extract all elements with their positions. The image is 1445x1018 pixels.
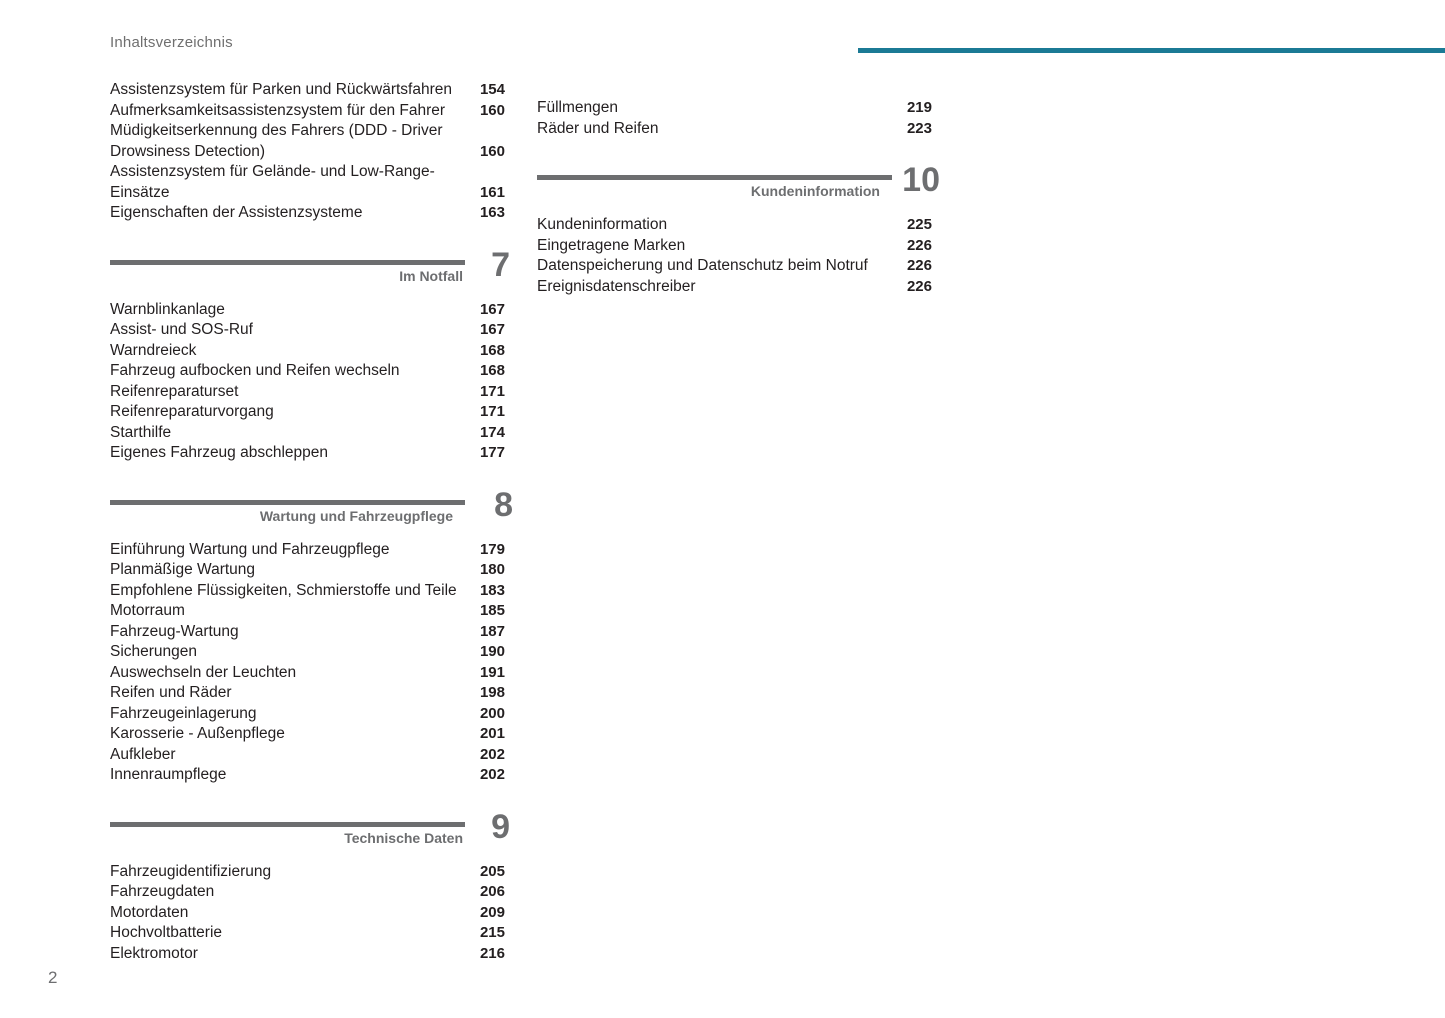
toc-entry-page: 226 — [906, 257, 932, 274]
toc-entry-title: Fahrzeugeinlagerung — [110, 704, 257, 722]
toc-entry-group-continued — [110, 80, 505, 224]
toc-entry-page: 191 — [479, 663, 505, 681]
toc-entry[interactable] — [110, 903, 505, 924]
toc-entry-title: Aufmerksamkeitsassistenzsystem für den Fahrer — [110, 101, 446, 119]
chapter-number: 9 — [491, 807, 510, 846]
toc-entry-page: 202 — [479, 766, 505, 783]
toc-entry-page: 216 — [479, 944, 505, 962]
toc-entry[interactable] — [110, 923, 505, 944]
chapter-10-entries — [537, 215, 932, 297]
toc-entry[interactable] — [110, 683, 505, 704]
chapter-header-7 — [110, 245, 510, 292]
toc-entry[interactable] — [110, 121, 505, 162]
toc-entry-page: 187 — [479, 622, 505, 640]
toc-entry-title: Motorraum — [110, 602, 185, 619]
toc-entry[interactable] — [110, 765, 505, 786]
toc-entry-title: Innenraumpflege — [110, 766, 227, 783]
toc-entry[interactable] — [110, 341, 505, 362]
toc-entry-page: 200 — [479, 704, 505, 722]
toc-entry-title: Motordaten — [110, 903, 189, 921]
toc-entry-page: 168 — [479, 362, 505, 379]
toc-entry-page: 215 — [479, 924, 505, 941]
toc-left-column — [110, 80, 513, 964]
toc-entry[interactable] — [537, 119, 932, 140]
column-top-spacer — [537, 80, 932, 98]
chapter-header-9 — [110, 807, 510, 854]
toc-entry-title: Räder und Reifen — [537, 119, 659, 137]
toc-entry-page: 226 — [906, 277, 932, 295]
toc-entry-title: Kundeninformation — [537, 216, 668, 233]
toc-entry-title: Eigenschaften der Assistenzsysteme — [110, 204, 363, 221]
chapter-header-10 — [537, 161, 940, 207]
toc-entry[interactable] — [110, 663, 505, 684]
toc-entry-title: Einführung Wartung und Fahrzeugpflege — [110, 540, 390, 558]
toc-entry-title: Karosserie - Außenpflege — [110, 725, 285, 742]
toc-entry-page: 225 — [906, 216, 932, 233]
toc-entry-page: 201 — [479, 725, 505, 742]
toc-entry-title: Warndreieck — [110, 341, 197, 359]
toc-entry[interactable] — [110, 101, 505, 122]
chapter-rule — [110, 500, 465, 505]
toc-entry[interactable] — [110, 320, 505, 341]
toc-entry[interactable] — [110, 944, 505, 965]
toc-entry[interactable] — [110, 704, 505, 725]
chapter-title: Im Notfall — [391, 268, 463, 284]
toc-entry[interactable] — [110, 642, 505, 663]
page-header-title: Inhaltsverzeichnis — [110, 34, 233, 51]
toc-entry-page: 190 — [479, 643, 505, 660]
toc-entry[interactable] — [110, 361, 505, 382]
chapter-rule — [110, 822, 465, 827]
toc-entry-title: Ereignisdatenschreiber — [537, 277, 696, 295]
chapter-number: 10 — [902, 161, 940, 199]
page-folio: 2 — [48, 968, 58, 987]
toc-entry-title: Füllmengen — [537, 99, 618, 116]
toc-entry-title: Eigenes Fahrzeug abschleppen — [110, 444, 329, 461]
toc-entry-page: 161 — [479, 183, 505, 201]
toc-entry[interactable] — [110, 80, 505, 101]
chapter-number: 8 — [494, 485, 513, 524]
toc-entry-title: Assistenzsystem für Gelände- und Low-Range-Einsätze — [110, 163, 435, 201]
toc-entry-page: 219 — [906, 99, 932, 116]
toc-entry[interactable] — [110, 724, 505, 745]
toc-entry[interactable] — [110, 745, 505, 766]
chapter-7-entries — [110, 300, 505, 464]
toc-entry[interactable] — [537, 215, 932, 236]
toc-entry-page: 206 — [479, 883, 505, 900]
toc-entry-page: 202 — [479, 745, 505, 763]
toc-entry-page: 209 — [479, 903, 505, 921]
toc-entry[interactable] — [110, 443, 505, 464]
toc-entry[interactable] — [537, 236, 932, 257]
toc-entry[interactable] — [110, 162, 505, 203]
toc-entry[interactable] — [110, 601, 505, 622]
toc-entry-title: Empfohlene Flüssigkeiten, Schmierstoffe und Teile — [110, 581, 457, 599]
toc-entry[interactable] — [110, 203, 505, 224]
toc-entry-group-continued-right — [537, 98, 932, 139]
toc-entry[interactable] — [110, 560, 505, 581]
toc-entry-page: 154 — [479, 81, 505, 98]
toc-entry-title: Sicherungen — [110, 643, 198, 660]
chapter-title: Kundeninformation — [743, 183, 880, 199]
toc-entry-page: 223 — [906, 119, 932, 137]
toc-entry-title: Eingetragene Marken — [537, 236, 686, 254]
toc-entry-page: 171 — [479, 403, 505, 420]
toc-entry-title: Reifenreparaturset — [110, 382, 239, 400]
toc-entry[interactable] — [110, 423, 505, 444]
toc-entry[interactable] — [537, 277, 932, 298]
toc-entry-page: 185 — [479, 602, 505, 619]
toc-entry-page: 160 — [479, 101, 505, 119]
toc-entry[interactable] — [110, 402, 505, 423]
chapter-number: 7 — [491, 245, 510, 284]
toc-right-column — [537, 80, 940, 297]
toc-entry-title: Planmäßige Wartung — [110, 561, 256, 578]
toc-entry-title: Reifen und Räder — [110, 684, 232, 701]
toc-entry-title: Datenspeicherung und Datenschutz beim Notruf — [537, 257, 868, 274]
toc-entry-title: Fahrzeugdaten — [110, 883, 215, 900]
chapter-header-8 — [110, 485, 513, 532]
toc-entry-title: Warnblinkanlage — [110, 300, 225, 318]
toc-entry-page: 226 — [906, 236, 932, 254]
toc-entry-page: 167 — [479, 300, 505, 318]
toc-entry-page: 168 — [479, 341, 505, 359]
header-rule — [858, 48, 1445, 53]
toc-entry-page: 183 — [479, 581, 505, 599]
toc-entry-title: Assistenzsystem für Parken und Rückwärtsfahren — [110, 81, 452, 98]
chapter-9-entries — [110, 862, 505, 965]
toc-entry[interactable] — [110, 862, 505, 883]
toc-entry[interactable] — [110, 581, 505, 602]
toc-entry-page: 163 — [479, 204, 505, 221]
toc-entry[interactable] — [537, 98, 932, 119]
toc-entry-title: Reifenreparaturvorgang — [110, 403, 274, 420]
toc-entry-title: Auswechseln der Leuchten — [110, 663, 297, 681]
chapter-8-entries — [110, 540, 505, 786]
toc-entry-title: Hochvoltbatterie — [110, 924, 223, 941]
toc-entry[interactable] — [110, 882, 505, 903]
toc-entry-page: 167 — [479, 321, 505, 338]
toc-entry-page: 160 — [479, 142, 505, 160]
toc-entry-page: 174 — [479, 423, 505, 441]
chapter-rule — [110, 260, 465, 265]
toc-entry-page: 205 — [479, 862, 505, 880]
toc-entry[interactable] — [110, 382, 505, 403]
toc-entry-page: 198 — [479, 684, 505, 701]
toc-entry[interactable] — [110, 622, 505, 643]
toc-entry[interactable] — [537, 256, 932, 277]
toc-entry-title: Fahrzeug-Wartung — [110, 622, 239, 640]
toc-entry-title: Aufkleber — [110, 745, 176, 763]
toc-entry-page: 171 — [479, 382, 505, 400]
toc-entry-page: 177 — [479, 444, 505, 461]
toc-entry-page: 180 — [479, 561, 505, 578]
chapter-rule — [537, 175, 892, 180]
toc-entry[interactable] — [110, 300, 505, 321]
chapter-title: Technische Daten — [336, 830, 463, 846]
toc-entry-page: 179 — [479, 540, 505, 558]
chapter-title: Wartung und Fahrzeugpflege — [252, 508, 453, 524]
toc-entry-title: Fahrzeugidentifizierung — [110, 862, 272, 880]
toc-entry-title: Assist- und SOS-Ruf — [110, 321, 253, 338]
toc-entry-title: Fahrzeug aufbocken und Reifen wechseln — [110, 362, 400, 379]
toc-entry-title: Elektromotor — [110, 944, 198, 962]
toc-entry[interactable] — [110, 540, 505, 561]
toc-entry-title: Starthilfe — [110, 423, 172, 441]
toc-entry-title: Müdigkeitserkennung des Fahrers (DDD - Driver Drowsiness Detection) — [110, 122, 443, 160]
